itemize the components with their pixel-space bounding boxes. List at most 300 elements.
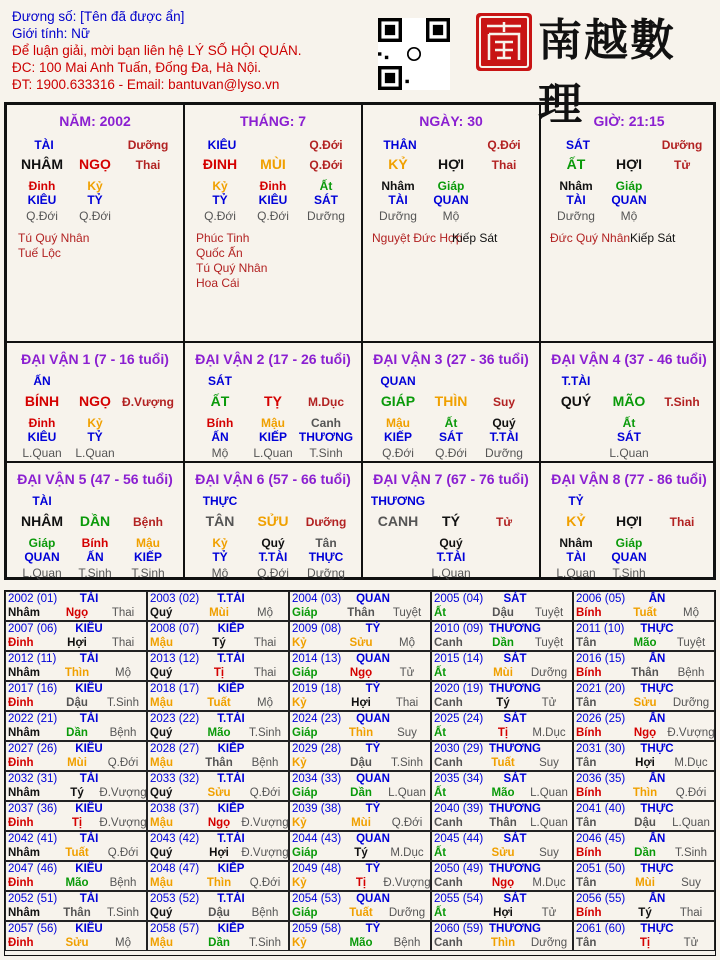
hidden-god: SÁT — [617, 430, 641, 444]
annual-ten-god: QUAN — [356, 833, 390, 845]
hidden-god: ẤN — [86, 550, 104, 564]
annual-stem: Giáp — [292, 667, 318, 679]
hidden-stem: Giáp — [437, 179, 465, 193]
annual-year: 2039 (38) — [292, 803, 342, 815]
annual-stage: Tử — [541, 697, 557, 709]
annual-ten-god: SÁT — [503, 773, 527, 785]
annual-year: 2022 (21) — [8, 713, 58, 725]
ten-god-label: SÁT — [208, 374, 232, 388]
annual-stem: Quý — [150, 727, 173, 739]
hidden-stage: Q.Đới — [79, 209, 111, 223]
annual-ten-god: THƯƠNG — [489, 743, 541, 755]
annual-branch: Thìn — [64, 667, 90, 679]
annual-stem: Mậu — [150, 877, 173, 889]
annual-stage: Q.Đới — [675, 787, 707, 799]
annual-branch: Mùi — [209, 607, 229, 619]
growth-stage: T.Sinh — [664, 395, 700, 409]
annual-branch: Thân — [205, 757, 233, 769]
annual-stage: Bệnh — [251, 757, 279, 769]
annual-ten-god: KIÊU — [75, 623, 103, 635]
annual-branch: Dậu — [208, 907, 230, 919]
earthly-branch: NGỌ — [79, 156, 111, 172]
annual-ten-god: SÁT — [503, 593, 527, 605]
growth-stage: Tử — [673, 158, 691, 172]
annual-stage: Thai — [253, 667, 277, 679]
annual-stage: Bệnh — [109, 877, 137, 889]
annual-stem: Đinh — [8, 637, 34, 649]
annual-branch: Dậu — [634, 817, 656, 829]
heavenly-stem: KỶ — [566, 513, 586, 529]
dai-van-title: ĐẠI VẬN 7 (67 - 76 tuổi) — [373, 471, 529, 487]
contact-note: Để luận giải, mời bạn liên hệ LÝ SỐ HỘI QUÁN. — [12, 43, 302, 58]
annual-ten-god: KIÊU — [75, 923, 103, 935]
annual-year: 2024 (23) — [292, 713, 342, 725]
earthly-branch: TÝ — [442, 513, 460, 529]
annual-stage: T.Sinh — [249, 727, 281, 739]
annual-ten-god: THỰC — [640, 863, 674, 875]
annual-ten-god: ẤN — [648, 653, 666, 665]
annual-stem: Canh — [434, 697, 463, 709]
annual-year: 2026 (25) — [576, 713, 626, 725]
annual-stem: Đinh — [8, 817, 34, 829]
annual-stem: Quý — [150, 847, 173, 859]
annual-year: 2017 (16) — [8, 683, 58, 695]
annual-branch: Ngọ — [207, 817, 231, 829]
annual-ten-god: KIÊU — [75, 803, 103, 815]
hidden-stage: Q.Đới — [257, 566, 289, 580]
annual-year: 2009 (08) — [292, 623, 342, 635]
annual-year: 2014 (13) — [292, 653, 342, 665]
annual-branch: Tuất — [491, 757, 515, 769]
annual-year: 2061 (60) — [576, 923, 626, 935]
shensha-star: Tú Quý Nhân — [18, 231, 90, 245]
seal-icon — [475, 12, 533, 72]
hidden-god: T.TÀI — [489, 430, 519, 444]
annual-stage: M.Dục — [532, 727, 566, 739]
annual-stage: Bệnh — [251, 907, 279, 919]
shensha-star: Tuế Lộc — [18, 246, 61, 260]
annual-branch: Sửu — [633, 697, 657, 709]
annual-stem: Ất — [434, 607, 447, 619]
hidden-stage: T.Sinh — [131, 566, 165, 580]
hidden-god: KIÊU — [27, 430, 57, 444]
annual-stage: T.Sinh — [249, 937, 281, 949]
annual-branch: Tị — [71, 817, 83, 829]
annual-stage: Q.Đới — [249, 787, 281, 799]
hidden-stem: Quý — [261, 536, 285, 550]
hidden-god: THỰC — [308, 550, 344, 564]
annual-year: 2060 (59) — [434, 923, 484, 935]
annual-ten-god: SÁT — [503, 653, 527, 665]
annual-year: 2012 (11) — [8, 653, 57, 665]
ten-god-label: THƯƠNG — [370, 494, 426, 508]
annual-stem: Nhâm — [8, 847, 40, 859]
annual-ten-god: QUAN — [356, 893, 390, 905]
hidden-stage: Q.Đới — [257, 209, 289, 223]
annual-stage: Bệnh — [393, 937, 421, 949]
annual-stem: Kỷ — [292, 877, 307, 889]
annual-stem: Bính — [576, 847, 602, 859]
annual-stage: Suy — [397, 727, 417, 739]
annual-branch: Thìn — [348, 727, 374, 739]
ten-god-label: TỶ — [568, 494, 584, 508]
annual-stage: Mộ — [399, 637, 415, 649]
annual-branch: Mão — [491, 787, 515, 799]
annual-ten-god: THỰC — [640, 743, 674, 755]
annual-year: 2046 (45) — [576, 833, 626, 845]
shensha-star: Phúc Tinh — [196, 231, 250, 245]
hidden-stage: T.Sinh — [309, 446, 343, 460]
hidden-stage: Dưỡng — [307, 566, 345, 580]
shensha-star: Tú Quý Nhân — [196, 261, 268, 275]
hidden-god: TỶ — [87, 193, 103, 207]
annual-year: 2018 (17) — [150, 683, 200, 695]
annual-stem: Ất — [434, 667, 447, 679]
annual-ten-god: KIÊU — [75, 863, 103, 875]
ten-god-label: Dưỡng — [127, 138, 169, 152]
annual-ten-god: SÁT — [503, 713, 527, 725]
hidden-stem: Ất — [622, 416, 636, 430]
hidden-stem: Nhâm — [559, 536, 593, 550]
annual-ten-god: KIẾP — [217, 743, 245, 755]
annual-ten-god: ẤN — [648, 593, 666, 605]
annual-branch: Sửu — [349, 637, 373, 649]
annual-branch: Sửu — [491, 847, 515, 859]
annual-branch: Tuất — [633, 607, 657, 619]
annual-year: 2016 (15) — [576, 653, 626, 665]
annual-ten-god: TỶ — [365, 743, 381, 755]
hidden-stem: Kỷ — [212, 536, 228, 550]
pillar-title: GIỜ: 21:15 — [593, 113, 665, 129]
annual-year: 2056 (55) — [576, 893, 626, 905]
hidden-god: TỶ — [87, 430, 103, 444]
annual-year: 2010 (09) — [434, 623, 484, 635]
earthly-branch: HỢI — [438, 156, 464, 172]
annual-stem: Ất — [434, 787, 447, 799]
annual-year: 2045 (44) — [434, 833, 484, 845]
hidden-stage: Q.Đới — [382, 446, 414, 460]
annual-year: 2048 (47) — [150, 863, 200, 875]
annual-ten-god: T.TÀI — [217, 773, 245, 785]
annual-year: 2005 (04) — [434, 593, 484, 605]
hidden-god: TỶ — [212, 550, 228, 564]
hidden-stage: Mộ — [620, 209, 638, 223]
heavenly-stem: KỶ — [388, 156, 408, 172]
annual-year: 2008 (07) — [150, 623, 200, 635]
annual-ten-god: TỶ — [365, 683, 381, 695]
annual-stem: Canh — [434, 877, 463, 889]
annual-ten-god: THỰC — [640, 623, 674, 635]
hidden-stage: Dưỡng — [307, 209, 345, 223]
heavenly-stem: ẤT — [566, 156, 586, 172]
annual-year: 2035 (34) — [434, 773, 484, 785]
annual-branch: Tị — [213, 667, 225, 679]
annual-stem: Ất — [434, 847, 447, 859]
annual-ten-god: QUAN — [356, 593, 390, 605]
address: ĐC: 100 Mai Anh Tuấn, Đống Đa, Hà Nội. — [12, 60, 262, 75]
annual-year: 2004 (03) — [292, 593, 342, 605]
hidden-stem: Bính — [206, 416, 234, 430]
annual-ten-god: TỶ — [365, 803, 381, 815]
annual-year: 2030 (29) — [434, 743, 484, 755]
hidden-stem: Giáp — [615, 536, 643, 550]
annual-ten-god: ẤN — [648, 833, 666, 845]
growth-stage: M.Dục — [308, 395, 344, 409]
hidden-god: TÀI — [566, 550, 586, 564]
hidden-stem: Bính — [81, 536, 109, 550]
annual-year: 2036 (35) — [576, 773, 626, 785]
annual-ten-god: THƯƠNG — [489, 683, 541, 695]
annual-stage: Tuyệt — [676, 637, 706, 649]
hidden-god: KIẾP — [383, 430, 413, 444]
annual-stem: Kỷ — [292, 757, 307, 769]
annual-year: 2042 (41) — [8, 833, 58, 845]
ten-god-label: QUAN — [380, 374, 416, 388]
annual-branch: Mùi — [67, 757, 87, 769]
annual-branch: Hợi — [351, 697, 371, 709]
annual-year: 2002 (01) — [8, 593, 58, 605]
annual-stem: Canh — [434, 817, 463, 829]
owner-name: Đương số: [Tên đã được ẩn] — [12, 9, 185, 24]
annual-stem: Ất — [434, 907, 447, 919]
dai-van-title: ĐẠI VẬN 8 (77 - 86 tuổi) — [551, 471, 707, 487]
annual-ten-god: KIẾP — [217, 683, 245, 695]
annual-stem: Quý — [150, 787, 173, 799]
annual-stem: Canh — [434, 937, 463, 949]
annual-branch: Tị — [355, 877, 367, 889]
annual-year: 2019 (18) — [292, 683, 342, 695]
ten-god-label: THỰC — [202, 494, 238, 508]
annual-year: 2013 (12) — [150, 653, 200, 665]
annual-ten-god: T.TÀI — [217, 653, 245, 665]
annual-stage: Q.Đới — [391, 817, 423, 829]
hidden-god: TỶ — [212, 193, 228, 207]
annual-stem: Tân — [576, 877, 597, 889]
annual-branch: Tý — [70, 787, 84, 799]
hidden-god: T.TÀI — [436, 550, 466, 564]
growth-stage: Tử — [495, 515, 513, 529]
annual-ten-god: THƯƠNG — [489, 923, 541, 935]
annual-stem: Nhâm — [8, 727, 40, 739]
annual-stem: Đinh — [8, 757, 34, 769]
logo-text: 南越數理 — [538, 15, 676, 130]
annual-branch: Dần — [634, 847, 656, 859]
hidden-stem: Tân — [315, 536, 337, 550]
annual-stem: Giáp — [292, 607, 318, 619]
annual-luck-table — [4, 590, 716, 956]
annual-stage: Suy — [539, 757, 559, 769]
hidden-stem: Nhâm — [559, 179, 593, 193]
annual-ten-god: SÁT — [503, 833, 527, 845]
hidden-stage: Mộ — [211, 566, 229, 580]
heavenly-stem: GIÁP — [380, 393, 416, 409]
annual-year: 2051 (50) — [576, 863, 626, 875]
hidden-god: KIẾP — [133, 550, 163, 564]
hidden-stem: Quý — [439, 536, 463, 550]
pillar-grid — [4, 102, 716, 580]
annual-branch: Dần — [208, 937, 230, 949]
phone-email: ĐT: 1900.633316 - Email: bantuvan@lyso.vn — [12, 77, 280, 92]
annual-branch: Tý — [354, 847, 368, 859]
annual-year: 2007 (06) — [8, 623, 58, 635]
annual-year: 2059 (58) — [292, 923, 342, 935]
growth-stage: Bệnh — [133, 515, 163, 529]
annual-year: 2021 (20) — [576, 683, 626, 695]
ten-god-label: THÂN — [383, 138, 417, 152]
annual-stage: L.Quan — [530, 787, 568, 799]
annual-stem: Tân — [576, 937, 597, 949]
annual-stage: M.Dục — [390, 847, 424, 859]
annual-stem: Kỷ — [292, 637, 307, 649]
annual-year: 2058 (57) — [150, 923, 200, 935]
annual-stem: Bính — [576, 667, 602, 679]
heavenly-stem: NHÂM — [21, 513, 63, 529]
annual-year: 2032 (31) — [8, 773, 58, 785]
hidden-god: QUAN — [611, 193, 647, 207]
annual-stem: Tân — [576, 757, 597, 769]
hidden-stem: Giáp — [615, 179, 643, 193]
hidden-god: THƯƠNG — [298, 430, 354, 444]
annual-branch: Tuất — [65, 847, 89, 859]
annual-stage: Thai — [111, 607, 135, 619]
annual-stage: Dưỡng — [672, 697, 710, 709]
annual-branch: Thìn — [632, 787, 658, 799]
annual-stem: Bính — [576, 727, 602, 739]
shensha-star: Đức Quý Nhân — [550, 231, 631, 245]
hidden-god: KIẾP — [258, 430, 288, 444]
annual-year: 2025 (24) — [434, 713, 484, 725]
earthly-branch: MÃO — [612, 393, 646, 409]
hidden-stage: Mộ — [211, 446, 229, 460]
annual-ten-god: T.TÀI — [217, 713, 245, 725]
annual-branch: Tuất — [349, 907, 373, 919]
annual-branch: Hợi — [635, 757, 655, 769]
annual-stage: T.Sinh — [391, 757, 423, 769]
annual-year: 2055 (54) — [434, 893, 484, 905]
annual-ten-god: KIẾP — [217, 623, 245, 635]
annual-year: 2049 (48) — [292, 863, 342, 875]
annual-branch: Thân — [347, 607, 375, 619]
hidden-stage: L.Quan — [556, 566, 596, 580]
annual-stage: M.Dục — [674, 757, 708, 769]
annual-stage: Thai — [111, 637, 135, 649]
annual-ten-god: QUAN — [356, 773, 390, 785]
growth-stage: Thai — [135, 158, 161, 172]
hidden-stem: Ất — [444, 416, 458, 430]
hidden-god: ẤN — [211, 430, 229, 444]
hidden-stem: Ất — [319, 179, 333, 193]
annual-stem: Kỷ — [292, 817, 307, 829]
annual-year: 2020 (19) — [434, 683, 484, 695]
annual-year: 2028 (27) — [150, 743, 200, 755]
hidden-stem: Nhâm — [381, 179, 415, 193]
heavenly-stem: CANH — [377, 513, 419, 529]
annual-stage: T.Sinh — [675, 847, 707, 859]
annual-branch: Ngọ — [65, 607, 89, 619]
gender: Giới tính: Nữ — [12, 26, 90, 41]
annual-stage: L.Quan — [672, 817, 710, 829]
annual-year: 2050 (49) — [434, 863, 484, 875]
annual-stage: Tử — [541, 907, 557, 919]
hidden-god: QUAN — [433, 193, 469, 207]
annual-branch: Ngọ — [349, 667, 373, 679]
ten-god-label: Dưỡng — [661, 138, 703, 152]
annual-stem: Mậu — [150, 637, 173, 649]
annual-stem: Mậu — [150, 817, 173, 829]
hidden-stem: Đinh — [28, 416, 56, 430]
hidden-stage: L.Quan — [431, 566, 471, 580]
annual-stage: Tuyệt — [392, 607, 422, 619]
annual-stage: Mộ — [683, 607, 699, 619]
growth-stage: Thai — [491, 158, 517, 172]
hidden-god: SÁT — [439, 430, 463, 444]
annual-stage: Thai — [253, 637, 277, 649]
annual-stage: Suy — [681, 877, 701, 889]
annual-stage: Tuyệt — [534, 637, 564, 649]
annual-ten-god: T.TÀI — [217, 593, 245, 605]
annual-branch: Ngọ — [491, 877, 515, 889]
annual-stage: Mộ — [257, 607, 273, 619]
hidden-god: KIÊU — [258, 193, 288, 207]
shensha-star: Kiếp Sát — [452, 231, 498, 245]
hidden-god: SÁT — [314, 193, 338, 207]
annual-branch: Thân — [489, 817, 517, 829]
annual-stem: Kỷ — [292, 697, 307, 709]
annual-stage: Mộ — [257, 697, 273, 709]
hidden-stage: T.Sinh — [78, 566, 112, 580]
annual-year: 2023 (22) — [150, 713, 200, 725]
annual-stage: Bệnh — [109, 727, 137, 739]
annual-year: 2057 (56) — [8, 923, 58, 935]
hidden-stem: Kỷ — [212, 179, 228, 193]
annual-year: 2003 (02) — [150, 593, 200, 605]
heavenly-stem: QUÝ — [560, 393, 592, 409]
hidden-stage: Q.Đới — [435, 446, 467, 460]
earthly-branch: SỬU — [257, 513, 289, 529]
annual-stem: Tân — [576, 697, 597, 709]
hidden-stem: Giáp — [28, 536, 56, 550]
annual-stage: Đ.Vượng — [241, 817, 289, 829]
annual-branch: Hợi — [493, 907, 513, 919]
annual-year: 2054 (53) — [292, 893, 342, 905]
annual-stage: Dưỡng — [530, 937, 568, 949]
annual-stage: Mộ — [115, 667, 131, 679]
ten-god-label: KIÊU — [207, 138, 237, 152]
hidden-stem: Mậu — [261, 416, 285, 430]
annual-ten-god: QUAN — [356, 713, 390, 725]
annual-stage: Dưỡng — [388, 907, 426, 919]
annual-year: 2040 (39) — [434, 803, 484, 815]
annual-year: 2053 (52) — [150, 893, 200, 905]
annual-ten-god: KIẾP — [217, 803, 245, 815]
annual-ten-god: KIẾP — [217, 923, 245, 935]
earthly-branch: THÌN — [434, 393, 468, 409]
annual-year: 2037 (36) — [8, 803, 58, 815]
annual-stage: Q.Đới — [107, 757, 139, 769]
annual-stage: Thai — [679, 907, 703, 919]
annual-branch: Thân — [631, 667, 659, 679]
annual-stem: Tân — [576, 817, 597, 829]
hidden-stage: L.Quan — [22, 566, 62, 580]
annual-stem: Nhâm — [8, 907, 40, 919]
annual-branch: Tị — [639, 937, 651, 949]
hidden-stem: Đinh — [28, 179, 56, 193]
annual-ten-god: QUAN — [356, 653, 390, 665]
annual-branch: Mão — [65, 877, 89, 889]
annual-branch: Dần — [66, 727, 88, 739]
annual-ten-god: T.TÀI — [217, 833, 245, 845]
annual-ten-god: ẤN — [648, 713, 666, 725]
